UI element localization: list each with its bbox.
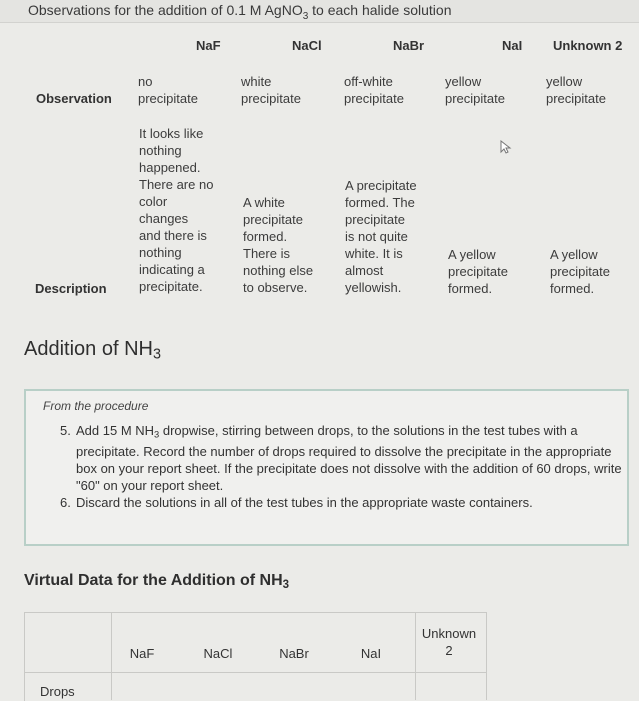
col-header-naf: NaF	[196, 38, 221, 53]
cell-line: precipitate	[344, 91, 404, 106]
cell-line: formed. The	[345, 195, 415, 210]
cell-line: precipitate	[241, 91, 301, 106]
procedure-steps	[60, 422, 625, 511]
row-label-description: Description	[35, 281, 107, 296]
virtual-header-naf: NaF	[129, 646, 155, 661]
description-cell	[550, 246, 610, 297]
procedure-source: From the procedure	[43, 399, 149, 413]
procedure-step-5: 5. Add 15 M $NH_3$ dropwise, stirring between drops, to the solutions in the test tubes with a precipitate. Record the number of drops required to dissolve the precipitate in the appropriate box on your report sheet. If the precipitate does not dissolve with the addition of 60 drops, write "60" on your report sheet.	[60, 423, 622, 494]
cell-line: precipitate	[546, 91, 606, 106]
cell-line: is not quite	[345, 229, 408, 244]
cell-line: white	[241, 74, 272, 89]
cell-line: A yellow	[550, 247, 598, 262]
cell-line: nothing else	[243, 263, 314, 278]
cell-line: precipitate	[445, 91, 505, 106]
cell-line: changes	[139, 211, 189, 226]
cell-line: A precipitate	[345, 178, 417, 193]
cell-line: A yellow	[448, 247, 496, 262]
virtual-header-nabr: NaBr	[279, 646, 309, 661]
col-header-nacl: NaCl	[292, 38, 322, 53]
cell-line: yellowish.	[345, 280, 402, 295]
cell-line: no	[138, 74, 153, 89]
cell-line: nothing	[139, 143, 182, 158]
cell-line: A white	[243, 195, 285, 210]
cell-line: indicating a	[139, 262, 205, 277]
observation-cell	[138, 73, 198, 107]
cell-line: happened.	[139, 160, 201, 175]
mouse-cursor-icon	[500, 140, 512, 154]
observation-cell	[344, 73, 404, 107]
cell-line: precipitate	[448, 264, 508, 279]
description-cell	[139, 125, 213, 295]
cell-line: white. It is	[345, 246, 403, 261]
cell-line: There is	[243, 246, 290, 261]
cell-line: formed.	[243, 229, 288, 244]
title-bar	[0, 0, 639, 23]
cell-line: yellow	[546, 74, 583, 89]
cell-line: yellow	[445, 74, 482, 89]
virtual-header-unknown2: Unknown 2	[421, 626, 477, 658]
cell-line: It looks like	[139, 126, 204, 141]
col-header-unknown2: Unknown 2	[553, 38, 623, 53]
row-label-drops: Drops	[40, 684, 75, 699]
section-heading: Addition of $NH_3$	[24, 338, 161, 363]
cell-line: formed.	[550, 281, 595, 296]
cell-line: There are no	[139, 177, 214, 192]
cell-line: to observe.	[243, 280, 308, 295]
virtual-data-title: Virtual Data for the Addition of $NH_3$	[24, 572, 290, 591]
cell-line: off-white	[344, 74, 393, 89]
cell-line: precipitate.	[139, 279, 203, 294]
procedure-step-6: 6. Discard the solutions in all of the test tubes in the appropriate waste containers.	[60, 495, 533, 511]
table-divider	[111, 612, 112, 700]
cell-line: precipitate	[243, 212, 303, 227]
cell-line: color	[139, 194, 168, 209]
table-divider	[486, 612, 487, 700]
observation-cell	[546, 73, 606, 107]
cell-line: precipitate	[345, 212, 405, 227]
cell-line: almost	[345, 263, 384, 278]
col-header-nabr: NaBr	[393, 38, 425, 53]
cell-line: formed.	[448, 281, 493, 296]
cell-line: precipitate	[138, 91, 198, 106]
observation-cell	[241, 73, 301, 107]
description-cell	[448, 246, 508, 297]
col-header-nai: NaI	[502, 38, 523, 53]
observation-cell	[445, 73, 505, 107]
description-cell	[243, 194, 313, 296]
cell-line: nothing	[139, 245, 182, 260]
procedure-box	[24, 389, 629, 546]
table-title: Observations for the addition of 0.1 M AgNO$_3$ to each halide solution	[28, 2, 452, 22]
virtual-header-nai: NaI	[360, 646, 382, 661]
cell-line: and there is	[139, 228, 207, 243]
description-cell	[345, 177, 417, 296]
row-label-observation: Observation	[36, 91, 112, 106]
virtual-header-nacl: NaCl	[203, 646, 233, 661]
cell-line: precipitate	[550, 264, 610, 279]
table-divider	[24, 672, 486, 673]
